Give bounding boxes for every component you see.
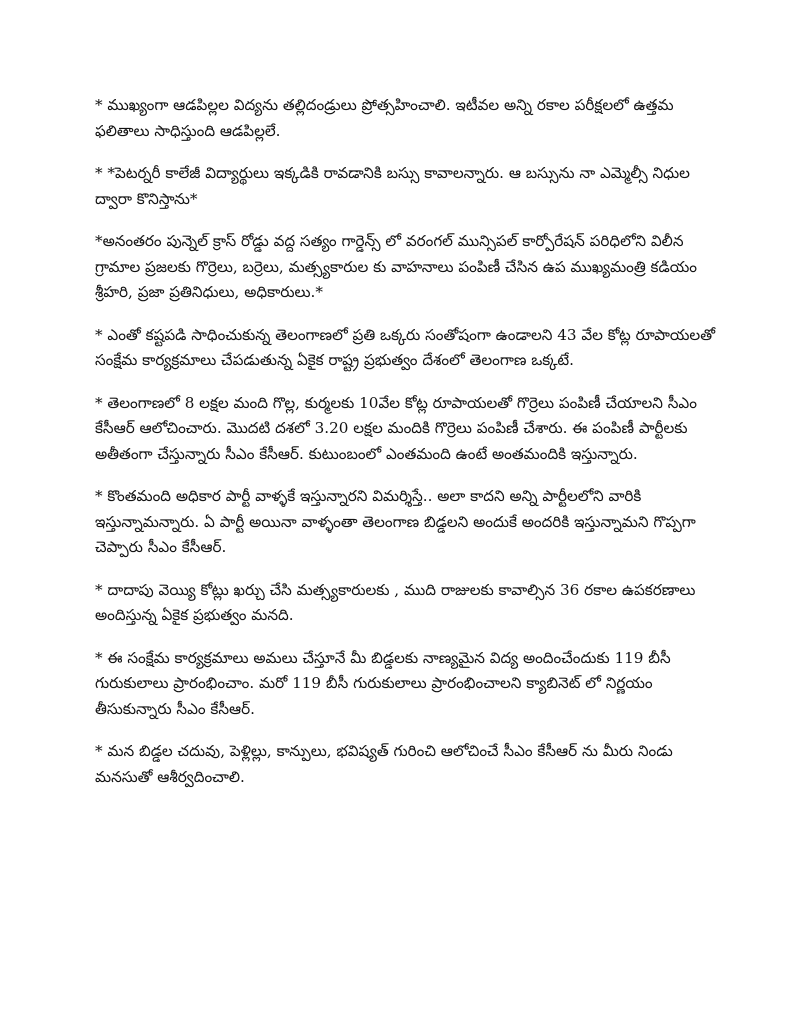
paragraph-fishermen-support: * దాదాపు వెయ్యి కోట్లు ఖర్చు చేసి మత్స్యకారులకు , ముది రాజులకు కావాల్సిన 36 రకాల ఉపకరణాలు అందిస్తున్న ఏకైక ప్రభుత్వం మనది. <box>95 580 696 624</box>
paragraph-veterinary-bus: * *పెటర్నరీ కాలేజీ విద్యార్థులు ఇక్కడికి రావడానికి బస్సు కావాలన్నారు. ఆ బస్సును నా ఎమ్మెల్సీ నిధుల ద్వారా కొనిస్తాను* <box>95 164 690 208</box>
paragraph-blessings: * మన బిడ్డల చదువు, పెళ్లిల్లు, కాన్పులు, భవిష్యత్ గురించి ఆలోచించే సీఎం కేసీఆర్ ను మీరు నిండు మనసుతో ఆశీర్వదించాలి. <box>95 742 673 786</box>
paragraph-all-parties: * కొంతమంది అధికార పార్టీ వాళ్ళకే ఇస్తున్నారని విమర్శిస్తే.. అలా కాదని అన్ని పార్టీలలోని వారికి ఇస్తున్నామన్నారు. ఏ పార్టీ అయినా వాళ్ళంతా తెలంగాణ బిడ్డలని అందుకే అందరికి ఇస్తున్నామని గొప్పగా చెప్పారు సీఎం కేసీఆర్. <box>95 487 696 556</box>
paragraph-bc-gurukuls: * ఈ సంక్షేమ కార్యక్రమాలు అమలు చేస్తూనే మీ బిడ్డలకు నాణ్యమైన విద్య అందించేందుకు 119 బీసీ గురుకులాలు ప్రారంభించాం. మరో 119 బీసీ గురుకులాలు ప్రారంభించాలని క్యాబినెట్ లో నిర్ణయం తీసుకున్నారు సీఎం కేసీఆర్. <box>95 648 671 718</box>
paragraph-welfare-schemes: * ఎంతో కష్టపడి సాధించుకున్న తెలంగాణలో ప్రతి ఒక్కరు సంతోషంగా ఉండాలని 43 వేల కోట్ల రూపాయలతో సంక్షేమ కార్యక్రమాలు చేపడుతున్న ఏకైక రాష్ట్ర ప్రభుత్వం దేశంలో తెలంగాణ ఒక్కటే. <box>95 325 716 369</box>
document-body <box>95 93 720 807</box>
paragraph-sheep-distribution: * తెలంగాణలో 8 లక్షల మంది గొల్ల, కుర్మలకు 10వేల కోట్ల రూపాయలతో గొర్రెలు పంపిణీ చేయాలని సీఎం కేసీఆర్ ఆలోచించారు. మొదటి దశలో 3.20 లక్షల మందికి గొర్రెలు పంపిణీ చేశారు. ఈ పంపిణీ పార్టీలకు అతీతంగా చేస్తున్నారు సీఎం కేసీఆర్. కుటుంబంలో ఎంతమంది ఉంటే అంతమందికి ఇస్తున్నారు. <box>95 393 697 463</box>
paragraph-distribution-event: *అనంతరం పున్నెల్ క్రాస్ రోడ్డు వద్ద సత్యం గార్డెన్స్ లో వరంగల్ మున్సిపల్ కార్పోరేషన్ పరిధిలోని విలీన గ్రామాల ప్రజలకు గొర్రెలు, బర్రెలు, మత్స్యకారుల కు వాహనాలు పంపిణీ చేసిన ఉప ముఖ్యమంత్రి కడియం శ్రీహరి, ప్రజా ప్రతినిధులు, అధికారులు.* <box>95 232 697 301</box>
paragraph-girls-education: * ముఖ్యంగా ఆడపిల్లల విద్యను తల్లిదండ్రులు ప్రోత్సహించాలి. ఇటీవల అన్ని రకాల పరీక్షలలో ఉత్తమ ఫలితాలు సాధిస్తుంది ఆడపిల్లలే. <box>95 96 674 140</box>
